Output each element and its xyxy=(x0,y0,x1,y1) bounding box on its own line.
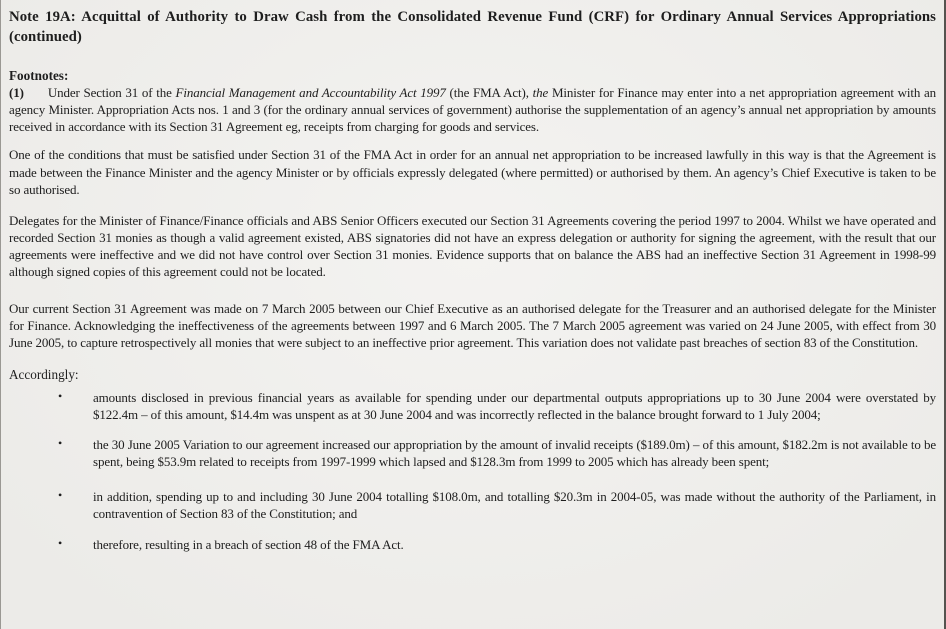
act-title-italic: Financial Management and Accountability Act 1997 xyxy=(175,85,446,101)
accordingly-heading: Accordingly: xyxy=(9,367,79,383)
bullet-text: the 30 June 2005 Variation to our agreement increased our appropriation by the amount of invalid receipts ($189.0m) – of this amount, $182.2m is not available to be spent, being $53.9m related to receipts from 1997-1999 which lapsed and $128.3m from 1999 to 2005 which has already been spent; xyxy=(93,436,936,469)
footnote-1-paragraph xyxy=(9,84,936,135)
bullet-text: therefore, resulting in a breach of section 48 of the FMA Act. xyxy=(93,537,404,553)
bullet-icon: • xyxy=(58,388,63,403)
footnote-1-text-run: Minister for Finance may enter into a net appropriation agreement with an agency Minister. Appropriation Acts nos. 1 and 3 (for the ordinary annual services of government) authorise the supplementation of an agency’s annual net appropriation by amounts received in accordance with its Section 31 Agreement eg, receipts from charging for goods and services. xyxy=(9,85,937,135)
the-italic: the xyxy=(532,85,549,101)
bullet-text: in addition, spending up to and including 30 June 2004 totalling $108.0m, and totalling $20.3m in 2004-05, was made without the authority of the Parliament, in contravention of Section 83 of the Constitution; and xyxy=(93,489,936,522)
bullet-icon: • xyxy=(58,488,63,502)
paragraph-delegates: Delegates for the Minister of Finance/Finance officials and ABS Senior Officers executed our Section 31 Agreements covering the period 1997 to 2004. Whilst we have operated and recorded Section 31 monies as though a valid agreement existed, ABS signatories did not have an express delegation or authority for signing the agreement, with the result that our agreements were ineffective and we did not have control over Section 31 monies. Evidence supports that on balance the ABS had an ineffective Section 31 Agreement in 1998-99 although signed copies of this agreement could not be located. xyxy=(9,212,936,280)
bullet-icon: • xyxy=(58,435,63,450)
footnotes-heading: Footnotes: xyxy=(9,68,69,83)
scan-edge-left xyxy=(0,0,1,629)
paragraph-section31-conditions: One of the conditions that must be satisfied under Section 31 of the FMA Act in order for an annual net appropriation to be increased lawfully in this way is that the Agreement is made between the Finance Minister and the agency Minister or by officials expressly delegated (where permitted) or authorised by them. An agency’s Chief Executive is taken to be so authorised. xyxy=(9,147,936,197)
bullet-item-variation xyxy=(9,436,936,470)
footnote-1-text-run: (the FMA Act), xyxy=(445,85,533,101)
bullet-text: amounts disclosed in previous financial years as available for spending under our departmental outputs appropriations up to 30 June 2004 were overstated by $122.4m – of this amount, $14.4m was unspent as at 30 June 2004 and was incorrectly reflected in the balance brought forward to 1 July 2004; xyxy=(93,389,936,422)
footnote-1-text-run: Under Section 31 of the xyxy=(47,85,176,101)
paragraph-current-agreement: Our current Section 31 Agreement was made on 7 March 2005 between our Chief Executive as an authorised delegate for the Treasurer and an authorised delegate for the Minister for Finance. Acknowledging the ineffectiveness of the agreements between 1997 and 6 March 2005. The 7 March 2005 agreement was varied on 24 June 2005, with effect from 30 June 2005, to capture retrospectively all monies that were subject to an ineffective prior agreement. This variation does not validate past breaches of section 83 of the Constitution. xyxy=(9,301,936,351)
bullet-item-spending xyxy=(9,488,936,522)
bullet-icon: • xyxy=(58,536,63,551)
bullet-item-breach xyxy=(9,536,936,553)
note-title: Note 19A: Acquittal of Authority to Draw Cash from the Consolidated Revenue Fund (CRF) for Ordinary Annual Services Appropriations (continued) xyxy=(9,9,936,45)
footnote-1-label: (1) xyxy=(9,85,24,101)
bullet-list xyxy=(9,389,936,554)
bullet-item-overstated xyxy=(9,389,936,423)
